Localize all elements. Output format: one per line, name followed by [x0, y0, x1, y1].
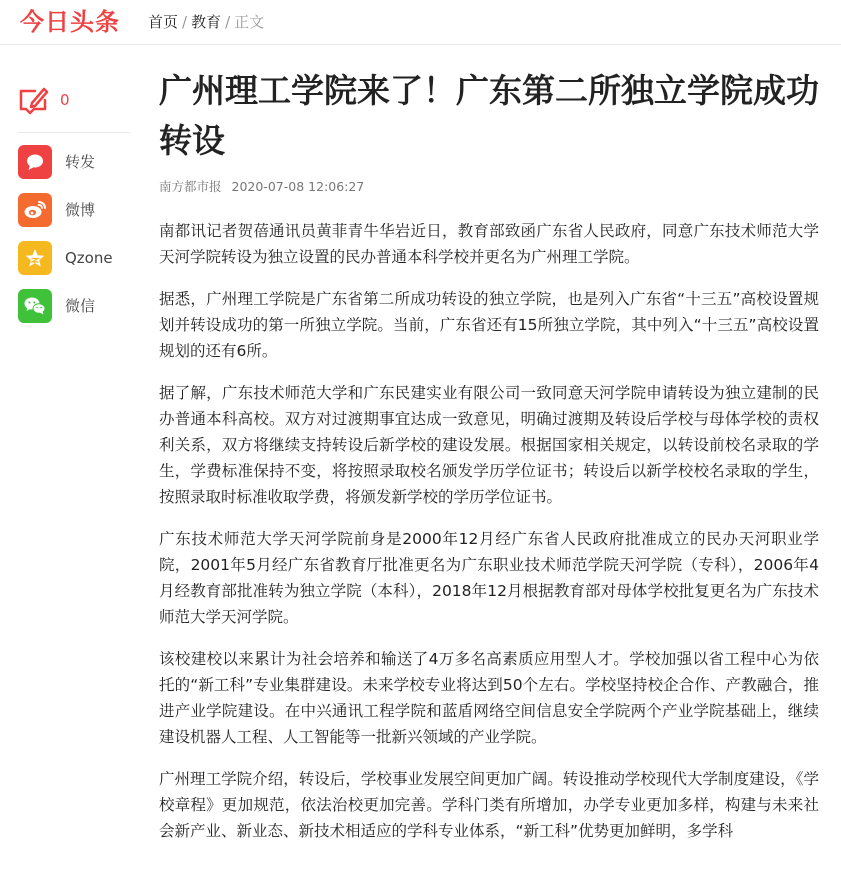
- article-source[interactable]: 南方都市报: [159, 179, 222, 194]
- share-weibo-button[interactable]: [18, 193, 130, 229]
- share-qzone-button[interactable]: [18, 241, 130, 277]
- repost-icon: [18, 145, 52, 179]
- like-count: 0: [60, 91, 70, 109]
- article-paragraph: 据了解，广东技术师范大学和广东民建实业有限公司一致同意天河学院申请转设为独立建制的民办普通本科高校。双方对过渡期事宜达成一致意见，明确过渡期及转设后学校与母体学校的责权利关系，双方将继续支持转设后新学校的建设发展。根据国家相关规定，以转设前校名录取的学生，学费标准保持不变，将按照录取校名颁发学历学位证书；转设后以新学校校名录取的学生，按照录取时标准收取学费，将颁发新学校的学历学位证书。: [159, 384, 819, 506]
- article-paragraph: 南都讯记者贺蓓通讯员黄菲青牛华岩近日，教育部致函广东省人民政府，同意广东技术师范大学天河学院转设为独立设置的民办普通本科学校并更名为广州理工学院。: [159, 222, 819, 266]
- article-time: 2020-07-08 12:06:27: [231, 179, 365, 194]
- site-logo[interactable]: 今日头条: [20, 8, 120, 36]
- like-button[interactable]: [18, 80, 130, 133]
- share-list: [18, 145, 130, 325]
- weibo-icon: [18, 193, 52, 227]
- share-repost-button[interactable]: [18, 145, 130, 181]
- share-wechat-button[interactable]: [18, 289, 130, 325]
- wechat-icon: [18, 289, 52, 323]
- qzone-icon: [18, 241, 52, 275]
- article: [159, 66, 819, 844]
- article-title: 广州理工学院来了！广东第二所独立学院成功转设: [159, 71, 819, 160]
- top-header: [0, 0, 841, 45]
- article-body: [159, 218, 819, 844]
- share-weibo-label: 微博: [65, 201, 96, 219]
- breadcrumb: [148, 11, 264, 33]
- breadcrumb-separator: /: [225, 13, 231, 31]
- share-wechat-label: 微信: [65, 297, 96, 315]
- breadcrumb-separator: /: [182, 13, 188, 31]
- article-meta: [159, 178, 819, 196]
- article-paragraph: 该校建校以来累计为社会培养和输送了4万多名高素质应用型人才。学校加强以省工程中心为依托的“新工科”专业集群建设。未来学校专业将达到50个左右。学校坚持校企合作、产教融合，推进产业学院建设。在中兴通讯工程学院和蓝盾网络空间信息安全学院两个产业学院基础上，继续建设机器人工程、人工智能等一批新兴领域的产业学院。: [159, 650, 819, 746]
- article-paragraph: 据悉，广州理工学院是广东省第二所成功转设的独立学院，也是列入广东省“十三五”高校设置规划并转设成功的第一所独立学院。当前，广东省还有15所独立学院，其中列入“十三五”高校设置规划的还有6所。: [159, 290, 819, 360]
- share-repost-label: 转发: [65, 153, 96, 171]
- article-paragraph: 广东技术师范大学天河学院前身是2000年12月经广东省人民政府批准成立的民办天河职业学院，2001年5月经广东省教育厅批准更名为广东职业技术师范学院天河学院（专科），2006年4月经教育部批准转为独立学院（本科），2018年12月根据教育部对母体学校批复更名为广东技术师范大学天河学院。: [159, 530, 819, 626]
- breadcrumb-home-link[interactable]: 首页: [148, 13, 179, 31]
- breadcrumb-current: 正文: [234, 13, 265, 31]
- side-action-bar: [18, 80, 130, 337]
- share-qzone-label: Qzone: [65, 249, 113, 267]
- article-paragraph: 广州理工学院介绍，转设后，学校事业发展空间更加广阔。转设推动学校现代大学制度建设，《学校章程》更加规范，依法治校更加完善。学科门类有所增加，办学专业更加多样，构建与未来社会新产业、新业态、新技术相适应的学科专业体系，“新工科”优势更加鲜明，多学科: [159, 770, 819, 840]
- comment-edit-icon: [18, 84, 50, 116]
- breadcrumb-education-link[interactable]: 教育: [191, 13, 222, 31]
